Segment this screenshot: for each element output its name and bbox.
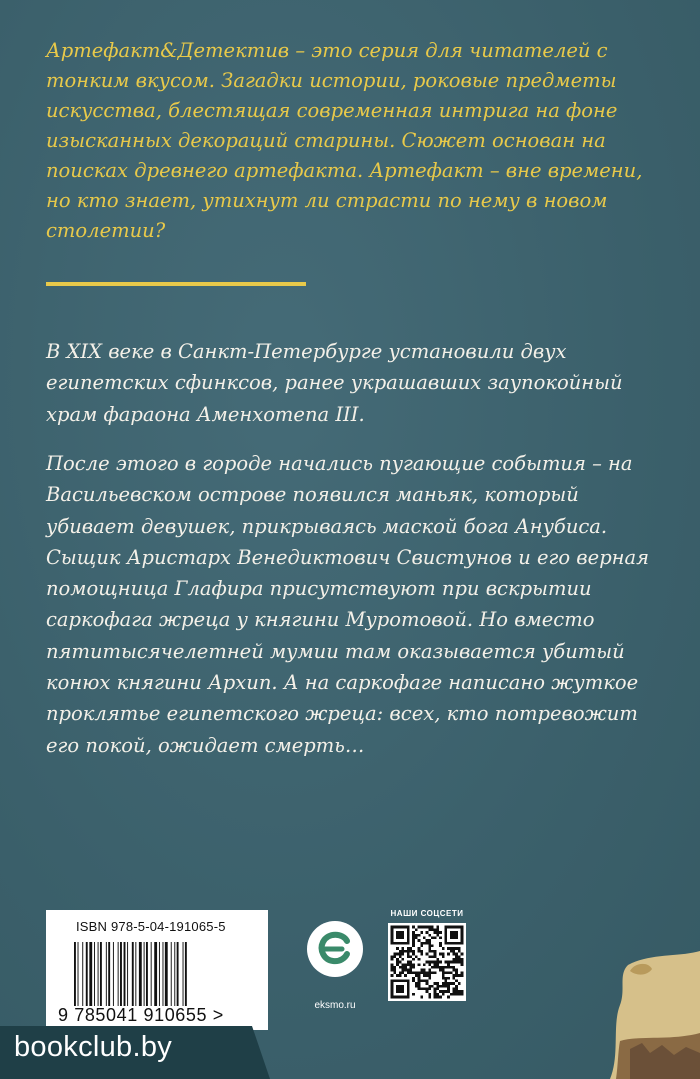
annotation-paragraph-2: После этого в городе начались пугающие события – на Васильевском острове появился маньяк, который убивает девушек, прикрываясь маской бога Анубиса. Сыщик Аристарх Венедиктович Свистунов и его верная помощница Глафира присутствуют при вскрытии саркофага жреца у княгини Муротовой. Но вместо пятитысячелетней мумии там оказывается убитый конюх княгини Архип. А на саркофаге написано жуткое проклятье египетского жреца: всех, кто потревожит его покой, ожидает смерть… — [46, 452, 650, 757]
barcode-digits: 9 785041 910655 > — [58, 1005, 224, 1025]
divider-line — [46, 282, 306, 286]
watermark-text: bookclub.by — [14, 1031, 173, 1063]
parchment-scroll-icon — [590, 945, 700, 1079]
barcode-block — [46, 910, 268, 1030]
qr-code-icon[interactable] — [388, 923, 466, 1001]
isbn-text: ISBN 978-5-04-191065-5 — [76, 919, 226, 934]
barcode-icon — [74, 942, 244, 1006]
social-qr-block — [387, 909, 467, 918]
social-label: НАШИ СОЦСЕТИ — [390, 909, 464, 918]
eksmo-logo-icon — [306, 920, 364, 978]
series-blurb: Артефакт&Детектив – это серия для читателей с тонким вкусом. Загадки истории, роковые предметы искусства, блестящая современная интрига на фоне изысканных декораций старины. Сюжет основан на поисках древнего артефакта. Артефакт – вне времени, но кто знает, утихнут ли страсти по нему в новом столетии? — [46, 39, 643, 242]
publisher-site: eksmo.ru — [314, 1000, 356, 1011]
annotation-paragraph-1: В XIX веке в Санкт-Петербурге установили двух египетских сфинксов, ранее украшавших заупокойный храм фараона Аменхотепа III. — [46, 340, 623, 426]
